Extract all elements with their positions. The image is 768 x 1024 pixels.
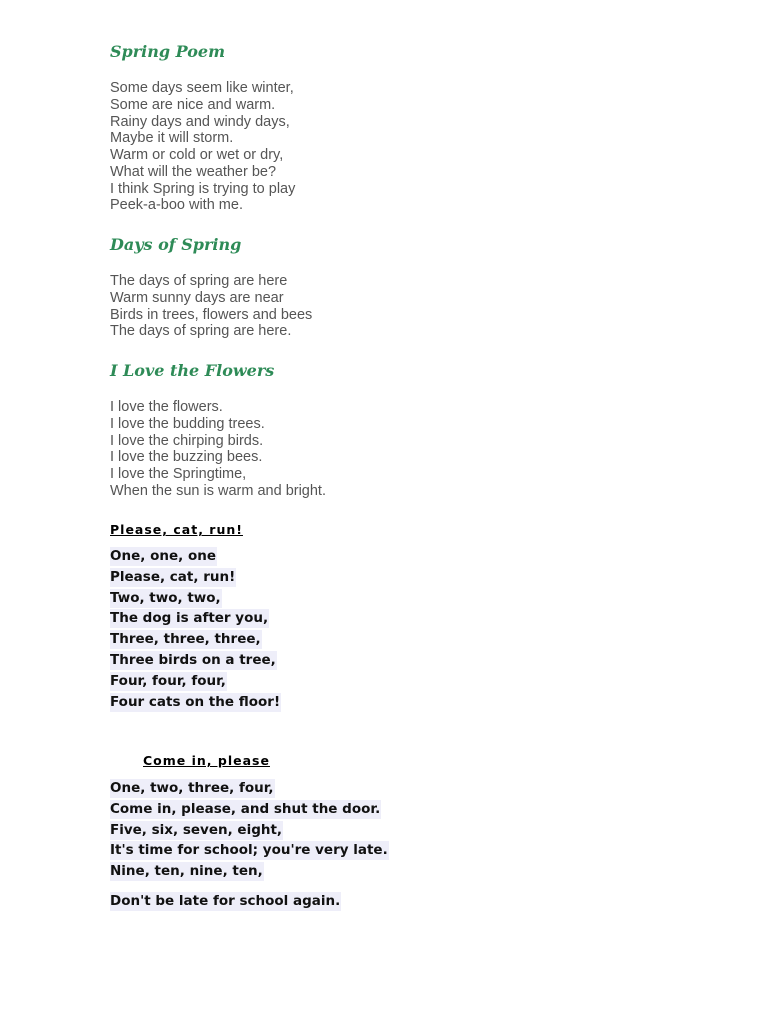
poem-line: Maybe it will storm. (110, 130, 234, 147)
rhyme-closing-line: Don't be late for school again. (110, 893, 341, 909)
poem-line: The days of spring are here. (110, 323, 292, 340)
poem-line: The days of spring are here (110, 273, 288, 289)
poem-line: I love the flowers. (110, 399, 223, 415)
poem-line: Warm sunny days are near (110, 289, 284, 306)
rhyme-line: One, one, one (110, 548, 216, 564)
poem-line: Some days seem like winter, (110, 80, 294, 96)
poem-line: I love the Springtime, (110, 466, 247, 482)
rhyme-line: One, two, three, four, (110, 780, 274, 796)
poem-line: When the sun is warm and bright. (110, 482, 326, 499)
rhyme-line: It's time for school; you're very late. (110, 842, 388, 859)
rhyme-line: Please, cat, run! (110, 568, 236, 585)
rhyme-line: The dog is after you, (110, 610, 269, 627)
rhyme-body (110, 546, 281, 712)
rhyme-line: Three birds on a tree, (110, 651, 276, 668)
poem-title: Days of Spring (110, 235, 242, 254)
poem-line: Warm or cold or wet or dry, (110, 147, 284, 163)
poem-line: I love the budding trees. (110, 415, 265, 432)
poem-line: I love the chirping birds. (110, 432, 264, 449)
poem-title: I Love the Flowers (110, 361, 275, 380)
poem-body (110, 273, 312, 340)
poem-line: I think Spring is trying to play (110, 180, 296, 197)
poem-body (110, 399, 326, 500)
rhyme-title: Come in, please (143, 753, 270, 768)
rhyme-title: Please, cat, run! (110, 522, 243, 537)
rhyme-line: Five, six, seven, eight, (110, 821, 283, 838)
poem-line: I love the buzzing bees. (110, 449, 263, 466)
rhyme-line: Come in, please, and shut the door. (110, 800, 381, 817)
rhyme-body (110, 778, 389, 882)
rhyme-line: Four cats on the floor! (110, 693, 281, 710)
poem-line: Some are nice and warm. (110, 96, 276, 113)
rhyme-line: Two, two, two, (110, 589, 221, 606)
rhyme-line: Three, three, three, (110, 631, 261, 648)
poem-title: Spring Poem (110, 42, 226, 61)
poem-body (110, 80, 295, 214)
poem-line: Rainy days and windy days, (110, 113, 290, 130)
rhyme-line: Four, four, four, (110, 672, 226, 689)
poem-line: Peek-a-boo with me. (110, 197, 243, 214)
poem-line: Birds in trees, flowers and bees (110, 306, 313, 323)
poem-line: What will the weather be? (110, 163, 277, 180)
rhyme-line: Nine, ten, nine, ten, (110, 863, 263, 880)
